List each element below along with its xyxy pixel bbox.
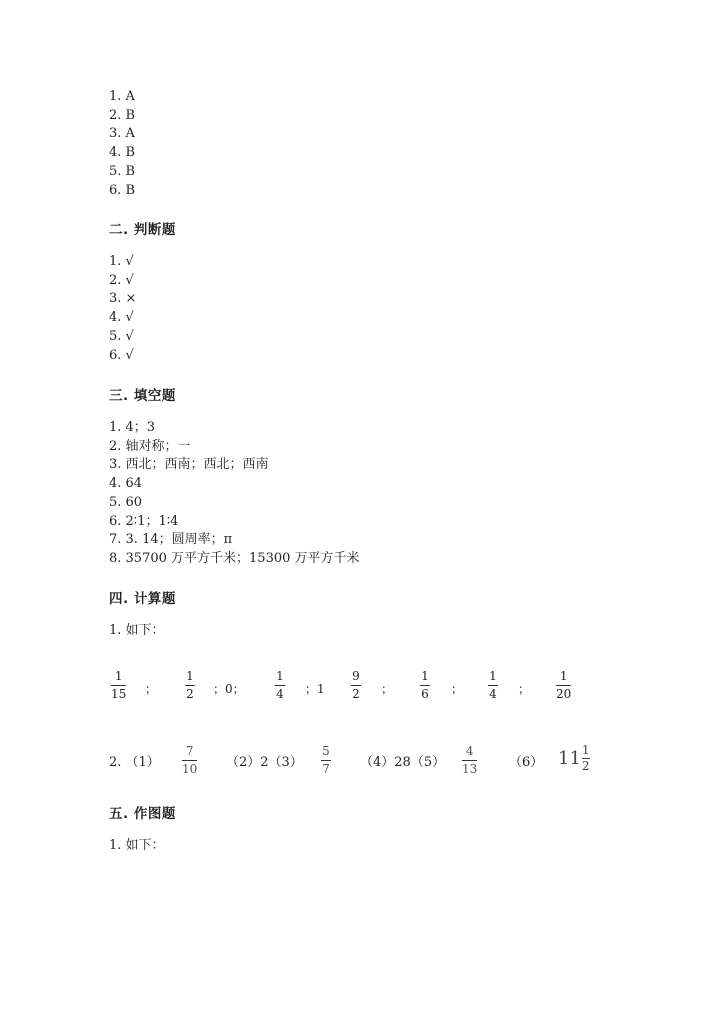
answer-2-3: 3. × [109, 291, 137, 306]
section-3-title: 三. 填空题 [109, 388, 176, 404]
answer-3-6: 6. 2∶1；1∶4 [109, 514, 179, 529]
fraction [111, 670, 126, 701]
separator: （6） [509, 755, 544, 770]
answer-3-2: 2. 轴对称；一 [109, 439, 191, 454]
separator: ； [381, 682, 394, 696]
fraction [351, 670, 361, 701]
separator: （4）28（5） [360, 755, 446, 770]
answer-3-7: 7. 3. 14；圆周率；π [109, 532, 233, 547]
calc-q2-label: 2. （1） [109, 755, 160, 770]
denominator: 7 [322, 762, 330, 776]
fraction [488, 670, 498, 701]
mixed-whole: 11 [558, 748, 581, 769]
answer-3-5: 5. 60 [109, 495, 143, 510]
answer-1-1: 1. A [109, 89, 135, 104]
denominator: 2 [186, 687, 194, 701]
denominator: 4 [489, 687, 497, 701]
answer-3-4: 4. 64 [109, 476, 143, 491]
answer-2-2: 2. √ [109, 273, 134, 288]
answer-1-4: 4. B [109, 145, 136, 160]
separator: （2）2（3） [226, 755, 303, 770]
answer-3-1: 1. 4；3 [109, 420, 156, 435]
numerator: 1 [489, 669, 497, 683]
section-5-title: 五. 作图题 [109, 806, 176, 822]
separator: ； [451, 682, 464, 696]
numerator: 1 [421, 669, 429, 683]
calc-q1-label: 1. 如下： [109, 623, 165, 638]
fraction [462, 745, 477, 776]
answer-1-3: 3. A [109, 126, 135, 141]
numerator: 5 [322, 744, 330, 758]
numerator: 9 [352, 669, 360, 683]
fraction [321, 745, 331, 776]
numerator: 7 [185, 744, 194, 758]
fraction [556, 670, 571, 701]
fraction [275, 670, 285, 701]
denominator: 6 [421, 687, 429, 701]
answer-1-6: 6. B [109, 183, 136, 198]
separator: ； [145, 682, 158, 696]
answer-3-3: 3. 西北；西南；西北；西南 [109, 457, 269, 472]
drawing-q1-label: 1. 如下： [109, 838, 165, 853]
fraction [185, 670, 195, 701]
numerator: 1 [559, 669, 568, 683]
denominator: 4 [276, 687, 284, 701]
separator: ； [518, 682, 531, 696]
answer-2-4: 4. √ [109, 310, 134, 325]
numerator: 1 [581, 743, 590, 757]
section-4-title: 四. 计算题 [109, 591, 176, 607]
denominator: 2 [352, 687, 360, 701]
fraction [182, 745, 197, 776]
fraction [420, 670, 430, 701]
denominator: 15 [111, 687, 127, 701]
answer-2-6: 6. √ [109, 348, 134, 363]
denominator: 2 [581, 759, 590, 773]
numerator: 1 [276, 669, 284, 683]
denominator: 13 [462, 762, 478, 776]
separator: ；1 [305, 682, 325, 696]
answer-1-2: 2. B [109, 108, 136, 123]
numerator: 1 [114, 669, 123, 683]
separator: ；0； [213, 682, 245, 696]
denominator: 20 [556, 687, 572, 701]
answer-2-1: 1. √ [109, 254, 134, 269]
section-2-title: 二. 判断题 [109, 222, 176, 238]
denominator: 10 [182, 762, 198, 776]
answer-2-5: 5. √ [109, 329, 134, 344]
numerator: 4 [465, 744, 474, 758]
mixed-number [558, 744, 590, 773]
numerator: 1 [186, 669, 194, 683]
answer-1-5: 5. B [109, 164, 136, 179]
answer-3-8: 8. 35700 万平方千米；15300 万平方千米 [109, 551, 360, 566]
